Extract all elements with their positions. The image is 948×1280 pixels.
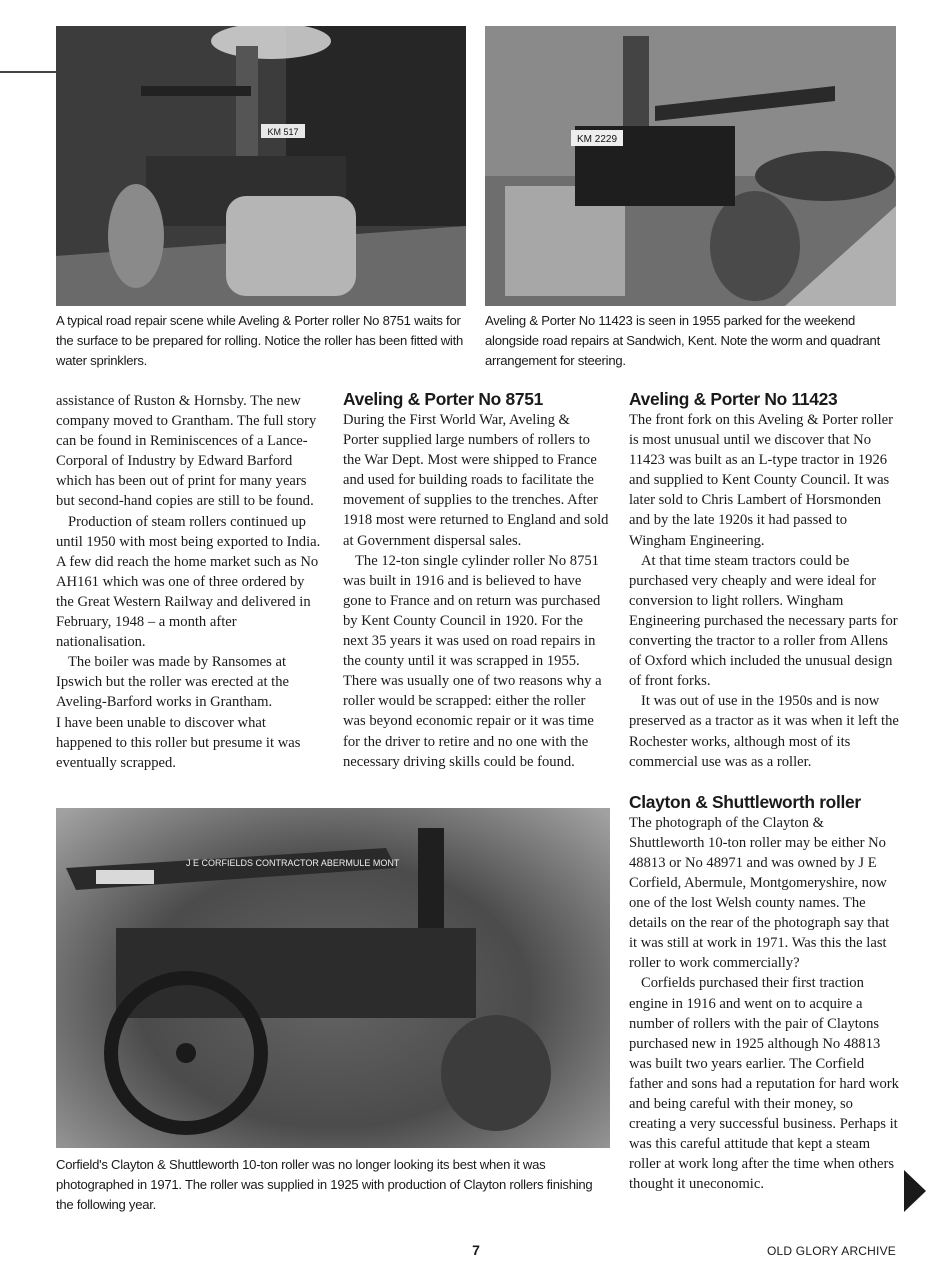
- photo-aveling-porter-8751: [56, 26, 466, 306]
- col1-paragraph-4: I have been unable to discover what happened to this roller but presume it was eventually scrapped.: [56, 714, 301, 771]
- col3-paragraph-3: It was out of use in the 1950s and is now preserved as a tractor as it was when it left the Rochester works, although most of its commercial use was as a roller.: [629, 693, 899, 770]
- caption-photo1: A typical road repair scene while Aveling & Porter roller No 8751 waits for the surface to be prepared for rolling. Notice the roller has been fitted with water sprinklers.: [56, 313, 464, 368]
- col2-paragraph-1: During the First World War, Aveling & Porter supplied large numbers of rollers to the War Dept. Most were shipped to France and used for building roads to facilitate the movement of supplies to the trenches. After 1918 most were returned to England and sold at Government dispersal sales.: [343, 412, 609, 549]
- col3-paragraph-1: The front fork on this Aveling & Porter roller is most unusual until we discover that No 11423 was built as an L-type tractor in 1926 and supplied to Kent County Council. It was later sold to Chris Lambert of Horsmonden and by the late 1920s it had passed to Wingham Engineering.: [629, 412, 893, 549]
- photo2-plate: KM 2229: [576, 134, 618, 145]
- text-column-1: [56, 391, 322, 773]
- col3-paragraph-2: At that time steam tractors could be purchased very cheaply and were ideal for conversion to light rollers. Wingham Engineering purchased the necessary parts for converting the tractor to a roller from Allens of Oxford which included the unusual design of front forks.: [629, 552, 898, 690]
- photo1-plate: KM 517: [267, 127, 299, 137]
- heading-aveling-porter-8751: Aveling & Porter No 8751: [343, 389, 543, 409]
- photo-clayton-shuttleworth-roller: [56, 808, 610, 1148]
- photo3-sign: J E CORFIELDS CONTRACTOR ABERMULE MONT: [186, 858, 400, 868]
- col2-paragraph-2: The 12-ton single cylinder roller No 8751 was built in 1916 and is believed to have gone to France and on return was purchased by Kent County Council in 1920. For the next 35 years it was used on road repairs in the county until it was scrapped in 1955. There was usually one of two reasons why a roller would be scrapped: either the roller was beyond economic repair or it was time for the driver to retire and no one with the necessary driving skills could be found.: [343, 552, 602, 770]
- continue-arrow-icon: [904, 1170, 926, 1212]
- heading-clayton-shuttleworth: Clayton & Shuttleworth roller: [629, 791, 861, 812]
- col1-paragraph-3: The boiler was made by Ransomes at Ipswich but the roller was erected at the Aveling-Barford works in Grantham.: [56, 654, 290, 711]
- heading-aveling-porter-11423: Aveling & Porter No 11423: [629, 389, 838, 409]
- publication-name: OLD GLORY ARCHIVE: [766, 1244, 896, 1258]
- text-column-2: [343, 389, 609, 772]
- col1-paragraph-1: assistance of Ruston & Hornsby. The new company moved to Grantham. The full story can be found in Reminiscences of a Lance-Corporal of Industry by Edward Barford which has been out of print for many years but second-hand copies are still to be found.: [56, 393, 317, 510]
- page-number: 7: [472, 1242, 480, 1258]
- caption-photo2: Aveling & Porter No 11423 is seen in 1955 parked for the weekend alongside road repairs at Sandwich, Kent. Note the worm and quadrant arrangement for steering.: [485, 313, 880, 368]
- col1-paragraph-2: Production of steam rollers continued up until 1950 with most being exported to India. A few did reach the home market such as No AH161 which was one of three ordered by the Great Western Railway and delivered in February, 1948 – a month after nationalisation.: [56, 513, 321, 651]
- text-column-3: [629, 389, 899, 1194]
- col3-paragraph-5: Corfields purchased their first traction engine in 1916 and went on to acquire a number of rollers with the pair of Claytons purchased new in 1925 although No 48813 was built two years earlier. The Corfield father and sons had a reputation for hard work and being careful with their money, so creating a very successful business. Perhaps it was this careful attitude that kept a steam roller at work long after the time when others thought it uneconomic.: [629, 975, 899, 1193]
- col3-paragraph-4: The photograph of the Clayton & Shuttleworth 10-ton roller may be either No 48813 or No 48971 and was owned by J E Corfield, Abermule, Montgomeryshire, now one of the lost Welsh county names. The details on the rear of the photograph say that it was still at work in 1971. Was this the last roller to work commercially?: [629, 814, 890, 972]
- caption-photo3: Corfield's Clayton & Shuttleworth 10-ton roller was no longer looking its best when it was photographed in 1971. The roller was supplied in 1925 with production of Clayton rollers finishing the following year.: [56, 1157, 593, 1212]
- photo-aveling-porter-11423: [485, 26, 896, 306]
- top-rule: [0, 71, 56, 73]
